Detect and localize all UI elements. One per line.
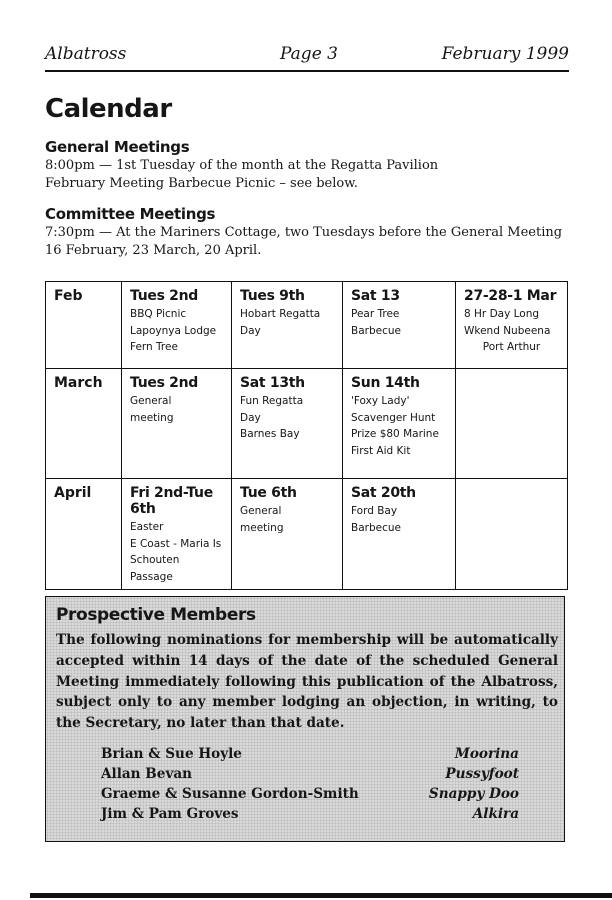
general-meetings-text — [45, 157, 438, 193]
event-detail: Schouten Passage — [130, 554, 180, 583]
event-heading: Tues 2nd — [130, 375, 199, 391]
event-detail: Pear Tree — [351, 308, 400, 320]
calendar-event-cell — [232, 479, 343, 590]
bottom-rule — [30, 893, 612, 898]
event-detail: 8 Hr Day Long — [464, 308, 540, 320]
event-detail: Port Arthur — [482, 341, 541, 353]
event-heading: Sat 20th — [351, 485, 416, 501]
event-heading: Tues 9th — [240, 288, 305, 304]
committee-meetings-heading: Committee Meetings — [45, 205, 216, 223]
calendar-row — [46, 479, 568, 590]
calendar-event-cell — [343, 369, 456, 479]
prospective-members-text: The following nominations for membership will be automatically accepted within 14 days of the date of the scheduled General Meeting immediately following this publication of the Albatross, subject only to any member lodging an objection, in writing, to the Secretary, no later than that date. — [56, 632, 558, 732]
event-detail: Lapoynya Lodge — [130, 324, 217, 337]
calendar-row — [46, 369, 568, 479]
member-row — [101, 746, 519, 766]
event-detail: General — [130, 395, 172, 407]
event-detail: Hobart Regatta — [240, 308, 321, 320]
newsletter-name: Albatross — [45, 44, 127, 64]
member-name: Jim & Pam Groves — [101, 806, 239, 822]
prospective-members-box — [45, 596, 565, 842]
calendar-event-cell — [232, 282, 343, 369]
calendar-month: March — [54, 375, 103, 391]
member-row — [101, 766, 519, 786]
member-row — [101, 786, 519, 806]
event-detail: Wkend Nubeena — [464, 324, 551, 337]
calendar-month: April — [54, 485, 92, 501]
event-detail: E Coast - Maria Is — [130, 537, 222, 550]
event-detail: Fun Regatta — [240, 395, 304, 407]
calendar-month-cell — [46, 479, 122, 590]
calendar-table — [45, 281, 568, 590]
committee-meetings-line: 16 February, 23 March, 20 April. — [45, 243, 262, 258]
header-rule — [45, 70, 569, 72]
event-heading: Tue 6th — [240, 485, 297, 501]
event-detail: Scavenger Hunt — [351, 411, 436, 424]
calendar-event-cell — [122, 282, 232, 369]
committee-meetings-line: 7:30pm — At the Mariners Cottage, two Tuesdays before the General Meeting — [45, 225, 563, 240]
event-detail: Barbecue — [351, 521, 401, 534]
page-number: Page 3 — [280, 44, 338, 64]
calendar-event-cell — [232, 369, 343, 479]
event-heading: Fri 2nd-Tue 6th — [130, 485, 213, 517]
calendar-event-cell — [343, 479, 456, 590]
calendar-event-cell — [456, 282, 568, 369]
event-detail: General — [240, 505, 282, 517]
general-meetings-heading: General Meetings — [45, 138, 190, 156]
calendar-row — [46, 282, 568, 369]
event-detail: meeting — [240, 521, 284, 534]
member-name: Allan Bevan — [101, 766, 193, 782]
member-row — [101, 806, 519, 826]
page-header — [45, 44, 569, 68]
member-boat: Moorina — [454, 746, 519, 762]
calendar-event-cell — [343, 282, 456, 369]
event-detail: BBQ Picnic — [130, 308, 187, 320]
event-detail: 'Foxy Lady' — [351, 395, 410, 407]
member-name: Brian & Sue Hoyle — [101, 746, 242, 762]
member-boat: Snappy Doo — [428, 786, 519, 802]
event-detail: Day — [240, 324, 261, 337]
event-detail: Ford Bay — [351, 505, 398, 517]
member-boat: Alkira — [472, 806, 519, 822]
page-title: Calendar — [45, 94, 172, 124]
event-detail: Day — [240, 411, 261, 424]
calendar-month: Feb — [54, 288, 83, 304]
calendar-event-cell — [456, 479, 568, 590]
event-detail: Barbecue — [351, 324, 401, 337]
calendar-event-cell — [122, 369, 232, 479]
event-detail: Barnes Bay — [240, 428, 300, 440]
member-name: Graeme & Susanne Gordon-Smith — [101, 786, 359, 802]
event-heading: 27-28-1 Mar — [464, 288, 557, 304]
general-meetings-line: 8:00pm — 1st Tuesday of the month at the Regatta Pavilion — [45, 158, 439, 173]
event-detail: meeting — [130, 411, 174, 424]
committee-meetings-text — [45, 224, 562, 260]
prospective-members-heading: Prospective Members — [56, 605, 256, 625]
calendar-event-cell — [122, 479, 232, 590]
event-heading: Tues 2nd — [130, 288, 199, 304]
event-detail: Easter — [130, 521, 164, 533]
event-detail: Fern Tree — [130, 341, 178, 353]
general-meetings-line: February Meeting Barbecue Picnic – see below. — [45, 176, 358, 191]
issue-date: February 1999 — [441, 44, 569, 64]
calendar-month-cell — [46, 282, 122, 369]
member-boat: Pussyfoot — [445, 766, 519, 782]
calendar-month-cell — [46, 369, 122, 479]
event-detail: First Aid Kit — [351, 444, 411, 457]
event-detail: Prize $80 Marine — [351, 428, 439, 440]
event-heading: Sat 13th — [240, 375, 305, 391]
event-heading: Sat 13 — [351, 288, 400, 304]
calendar-event-cell — [456, 369, 568, 479]
event-heading: Sun 14th — [351, 375, 420, 391]
